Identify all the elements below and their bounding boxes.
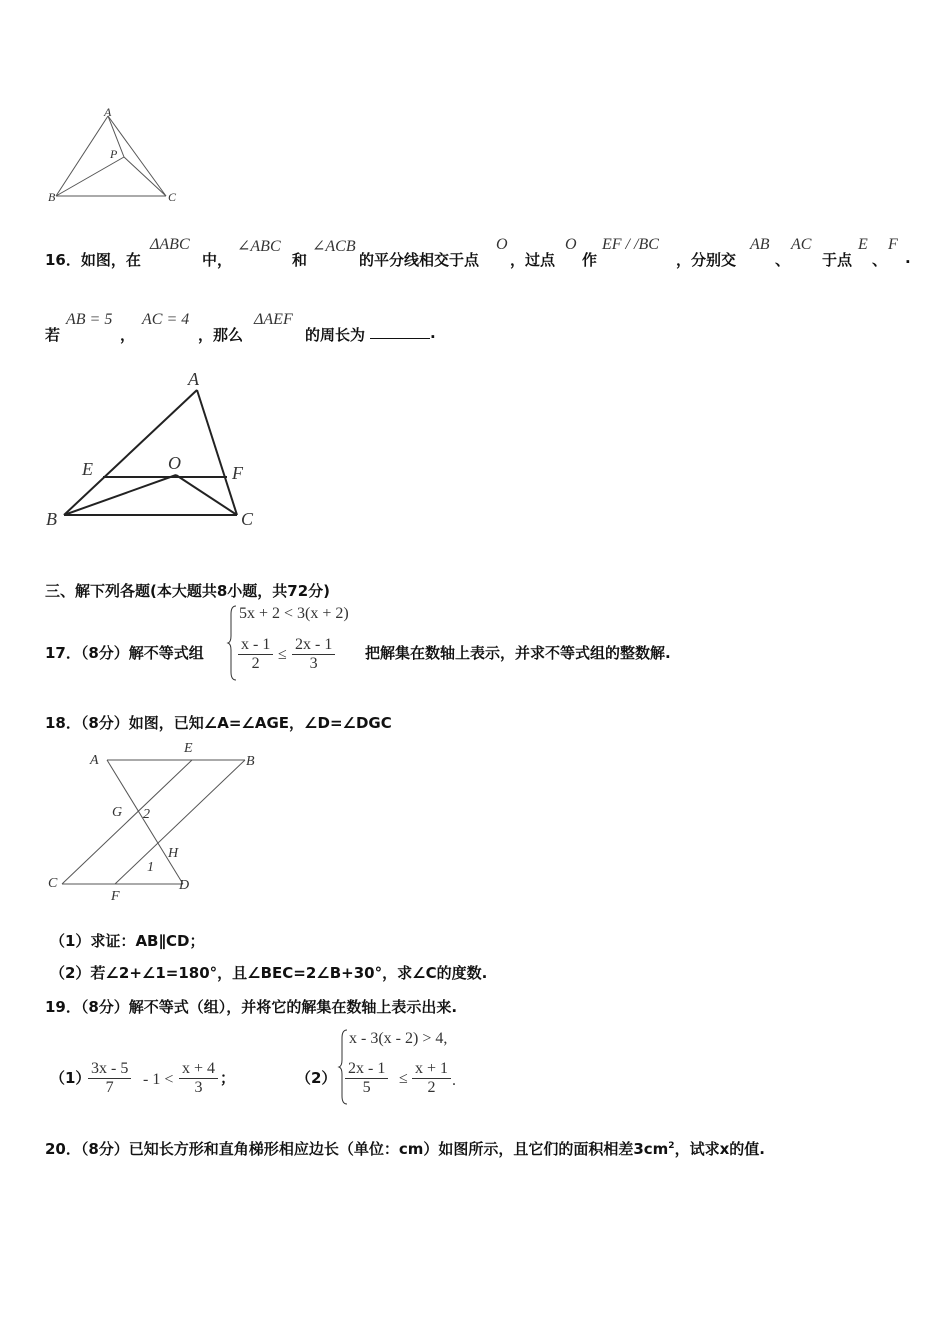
q17-frac2-num: 2x - 1 bbox=[292, 636, 335, 655]
q19-p1-fraction-right bbox=[179, 1060, 218, 1097]
label-angle-1: 1 bbox=[147, 860, 154, 875]
q20-text: 20．（8分）已知长方形和直角梯形相应边长（单位：cm）如图所示，且它们的面积相差3cm bbox=[45, 1140, 669, 1158]
q19-p2-num1: 2x - 1 bbox=[345, 1060, 388, 1079]
q16-point-e: E bbox=[858, 236, 868, 253]
edge-AB bbox=[56, 116, 108, 196]
q19-p1-num2: x + 4 bbox=[179, 1060, 218, 1079]
q16-text: 作 bbox=[582, 251, 598, 269]
q19-p1-label: （1） bbox=[50, 1069, 91, 1087]
line-BF bbox=[115, 760, 245, 884]
q16-text: 于点 bbox=[822, 251, 853, 269]
q20-label bbox=[45, 1138, 765, 1159]
label-C: C bbox=[241, 509, 254, 529]
label-A: A bbox=[188, 369, 199, 389]
segment-BO bbox=[64, 475, 176, 515]
q16-answer-blank bbox=[370, 324, 430, 343]
q17-label: 17．（8分）解不等式组 bbox=[45, 644, 204, 662]
q16-seg-ac: AC bbox=[791, 236, 812, 253]
q17-fraction-left bbox=[238, 636, 273, 673]
label-C: C bbox=[48, 876, 58, 891]
q16-text: . bbox=[905, 249, 911, 267]
label-E: E bbox=[184, 741, 193, 756]
q19-p2-den1: 5 bbox=[362, 1079, 371, 1096]
q17-brace bbox=[228, 604, 238, 682]
q16-point-f: F bbox=[888, 236, 898, 253]
q18-part-2: （2）若∠2+∠1=180°，且∠BEC=2∠B+30°，求∠C的度数. bbox=[50, 964, 488, 982]
q16-text: 、 bbox=[775, 251, 791, 269]
q16-seg-ab: AB bbox=[750, 236, 770, 253]
figure-q18-parallel-lines bbox=[40, 738, 280, 908]
q19-p2-fraction-right bbox=[412, 1060, 451, 1097]
q17-frac2-den: 3 bbox=[309, 655, 318, 672]
q16-text: ， bbox=[120, 326, 136, 344]
q16-number: 16．如图，在 bbox=[45, 251, 141, 269]
q16-point-o: O bbox=[565, 236, 577, 253]
label-C: C bbox=[168, 190, 177, 204]
label-A: A bbox=[104, 105, 112, 119]
q16-parallel: EF / /BC bbox=[602, 236, 659, 253]
label-B: B bbox=[246, 754, 255, 769]
q19-p1-end: ； bbox=[220, 1069, 236, 1087]
label-A: A bbox=[90, 753, 99, 768]
q16-text: 、 bbox=[872, 251, 888, 269]
label-O: O bbox=[168, 453, 181, 473]
q16-text: 和 bbox=[292, 251, 308, 269]
q19-p2-den2: 2 bbox=[427, 1079, 436, 1096]
label-E: E bbox=[82, 459, 93, 479]
segment-CP bbox=[124, 157, 166, 196]
q18-part-1: （1）求证：AB∥CD； bbox=[50, 932, 205, 950]
q19-p1-num1: 3x - 5 bbox=[88, 1060, 131, 1079]
q16-angle-abc: ∠ABC bbox=[237, 238, 281, 255]
q19-p1-den2: 3 bbox=[194, 1079, 203, 1096]
label-H: H bbox=[168, 846, 179, 861]
q16-text: 中， bbox=[202, 251, 233, 269]
segment-BP bbox=[56, 157, 124, 196]
q16-text: ，过点 bbox=[510, 251, 556, 269]
edge-AC bbox=[197, 390, 237, 515]
label-angle-2: 2 bbox=[143, 807, 150, 822]
q17-frac1-den: 2 bbox=[251, 655, 260, 672]
figure-q16-triangle bbox=[40, 365, 270, 535]
q17-relation: ≤ bbox=[278, 646, 287, 663]
q17-fraction-right bbox=[292, 636, 335, 673]
q16-text: 的平分线相交于点 bbox=[359, 251, 480, 269]
q16-point-o: O bbox=[496, 236, 508, 253]
line-AD bbox=[107, 760, 183, 884]
q19-p1-den1: 7 bbox=[105, 1079, 114, 1096]
q19-p1-fraction-left bbox=[88, 1060, 131, 1097]
q19-label: 19．（8分）解不等式（组），并将它的解集在数轴上表示出来. bbox=[45, 998, 458, 1016]
q16-text: 若 bbox=[45, 326, 61, 344]
label-F: F bbox=[111, 889, 120, 904]
q19-p1-middle: - 1 < bbox=[143, 1071, 174, 1088]
q16-angle-acb: ∠ACB bbox=[312, 238, 356, 255]
q16-text: . bbox=[430, 324, 436, 342]
q17-instruction: 把解集在数轴上表示，并求不等式组的整数解. bbox=[365, 644, 671, 662]
line-EC bbox=[62, 760, 192, 884]
q19-p2-line1: x - 3(x - 2) > 4, bbox=[349, 1030, 448, 1047]
q19-p2-label: （2） bbox=[296, 1069, 337, 1087]
label-P: P bbox=[110, 147, 118, 161]
label-D: D bbox=[179, 878, 190, 893]
q16-text: ，那么 bbox=[198, 326, 244, 344]
q19-p2-end: . bbox=[452, 1072, 456, 1089]
q16-condition-ab: AB = 5 bbox=[66, 311, 113, 328]
q16-text: 的周长为 bbox=[305, 326, 366, 344]
q20-superscript: 2 bbox=[668, 1141, 675, 1151]
q19-p2-relation: ≤ bbox=[399, 1070, 408, 1087]
label-B: B bbox=[46, 509, 57, 529]
section-3-heading: 三、解下列各题(本大题共8小题，共72分) bbox=[45, 582, 331, 600]
label-G: G bbox=[112, 805, 123, 820]
q19-p2-num2: x + 1 bbox=[412, 1060, 451, 1079]
q18-label: 18．（8分）如图，已知∠A=∠AGE，∠D=∠DGC bbox=[45, 714, 392, 732]
figure-q15-triangle bbox=[40, 100, 190, 210]
q16-condition-ac: AC = 4 bbox=[142, 311, 190, 328]
q19-p2-fraction-left bbox=[345, 1060, 388, 1097]
q17-inequality-1: 5x + 2 < 3(x + 2) bbox=[239, 605, 349, 622]
q17-frac1-num: x - 1 bbox=[238, 636, 273, 655]
q20-tail: ，试求x的值. bbox=[674, 1140, 765, 1158]
label-B: B bbox=[48, 190, 56, 204]
segment-CO bbox=[176, 475, 237, 515]
q16-triangle: ΔABC bbox=[150, 236, 190, 253]
label-F: F bbox=[232, 463, 243, 483]
q16-triangle-aef: ΔAEF bbox=[254, 311, 293, 328]
q16-text: ，分别交 bbox=[676, 251, 737, 269]
